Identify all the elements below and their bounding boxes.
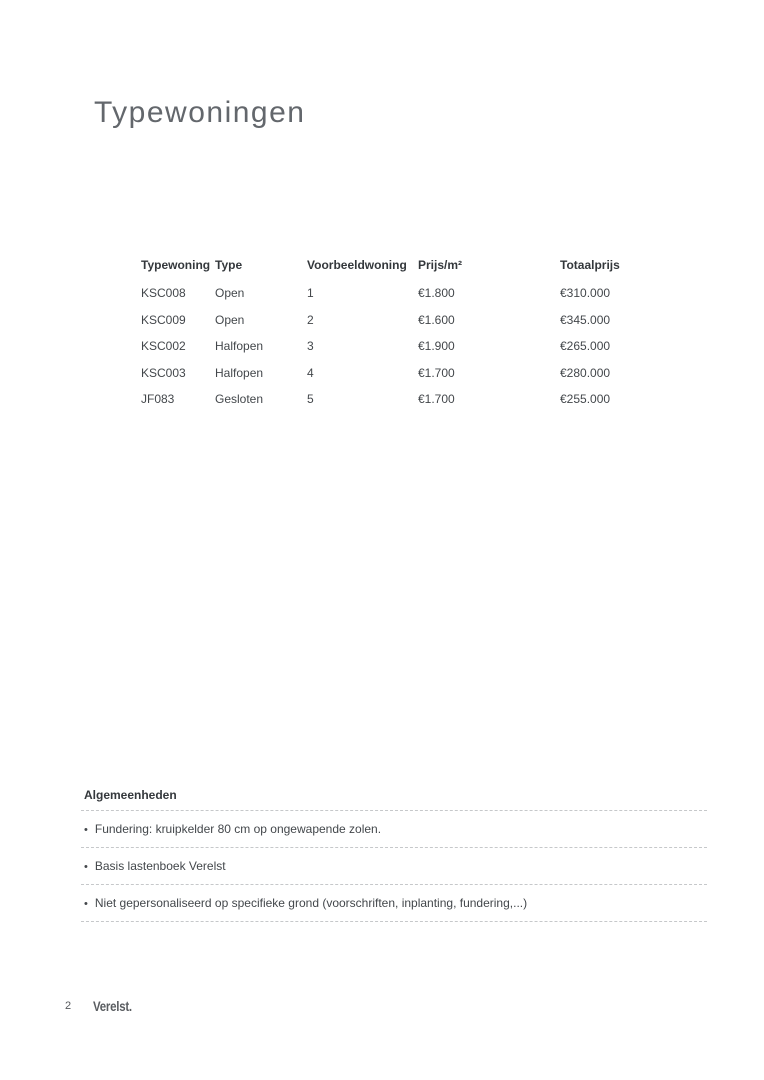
brand-logo: Verelst. [93,998,132,1014]
table-cell: €310.000 [560,286,611,300]
table-cell: KSC002 [141,339,186,353]
table-cell: 4 [307,365,314,380]
table-cell: €1.800 [418,286,455,300]
section-heading: Algemeenheden [81,786,707,811]
table-cell: 3 [307,339,314,353]
housing-types-table [141,254,650,413]
table-cell: KSC008 [141,286,186,300]
column-header-typewoning: Typewoning [141,258,211,272]
table-row [141,333,650,360]
table-cell: KSC003 [141,365,186,380]
table-cell: Halfopen [215,365,264,380]
table-cell: 2 [307,312,314,327]
table-row [141,360,650,387]
list-item [81,811,707,848]
table-cell: KSC009 [141,312,186,327]
table-cell: Open [215,286,245,300]
list-item [81,885,707,922]
table-cell: €1.700 [418,365,455,380]
table-cell: 1 [307,286,314,300]
table-row [141,280,650,307]
bullet-icon: • [84,861,88,873]
column-header-prijs-m2: Prijs/m² [418,258,463,272]
table-cell: Halfopen [215,339,264,353]
list-item [81,848,707,885]
page-number: 2 [65,1000,72,1012]
column-header-voorbeeldwoning: Voorbeeldwoning [307,258,407,272]
page-footer [0,998,764,1018]
list-item-text: Niet gepersonaliseerd op specifieke grond (voorschriften, inplanting, fundering,...) [94,896,528,910]
table-cell: €255.000 [560,392,611,406]
column-header-totaalprijs: Totaalprijs [560,258,620,272]
bullet-icon: • [84,898,88,910]
list-item-text: Basis lastenboek Verelst [94,859,226,873]
list-item-text: Fundering: kruipkelder 80 cm op ongewapende zolen. [94,822,382,836]
table-cell: €1.700 [418,392,455,406]
algemeenheden-section [81,786,707,922]
table-cell: JF083 [141,392,175,406]
table-cell: €1.600 [418,312,455,327]
table-cell: Open [215,312,245,327]
table-cell: €280.000 [560,365,611,380]
column-header-type: Type [215,258,243,272]
table-cell: €345.000 [560,312,611,327]
table-cell: 5 [307,392,314,406]
table-header-row [141,254,650,280]
table-row [141,307,650,334]
table-cell: €265.000 [560,339,611,353]
table-row [141,386,650,413]
bullet-icon: • [84,824,88,836]
page-title: Typewoningen [94,96,306,129]
table-cell: Gesloten [215,392,264,406]
table-cell: €1.900 [418,339,455,353]
